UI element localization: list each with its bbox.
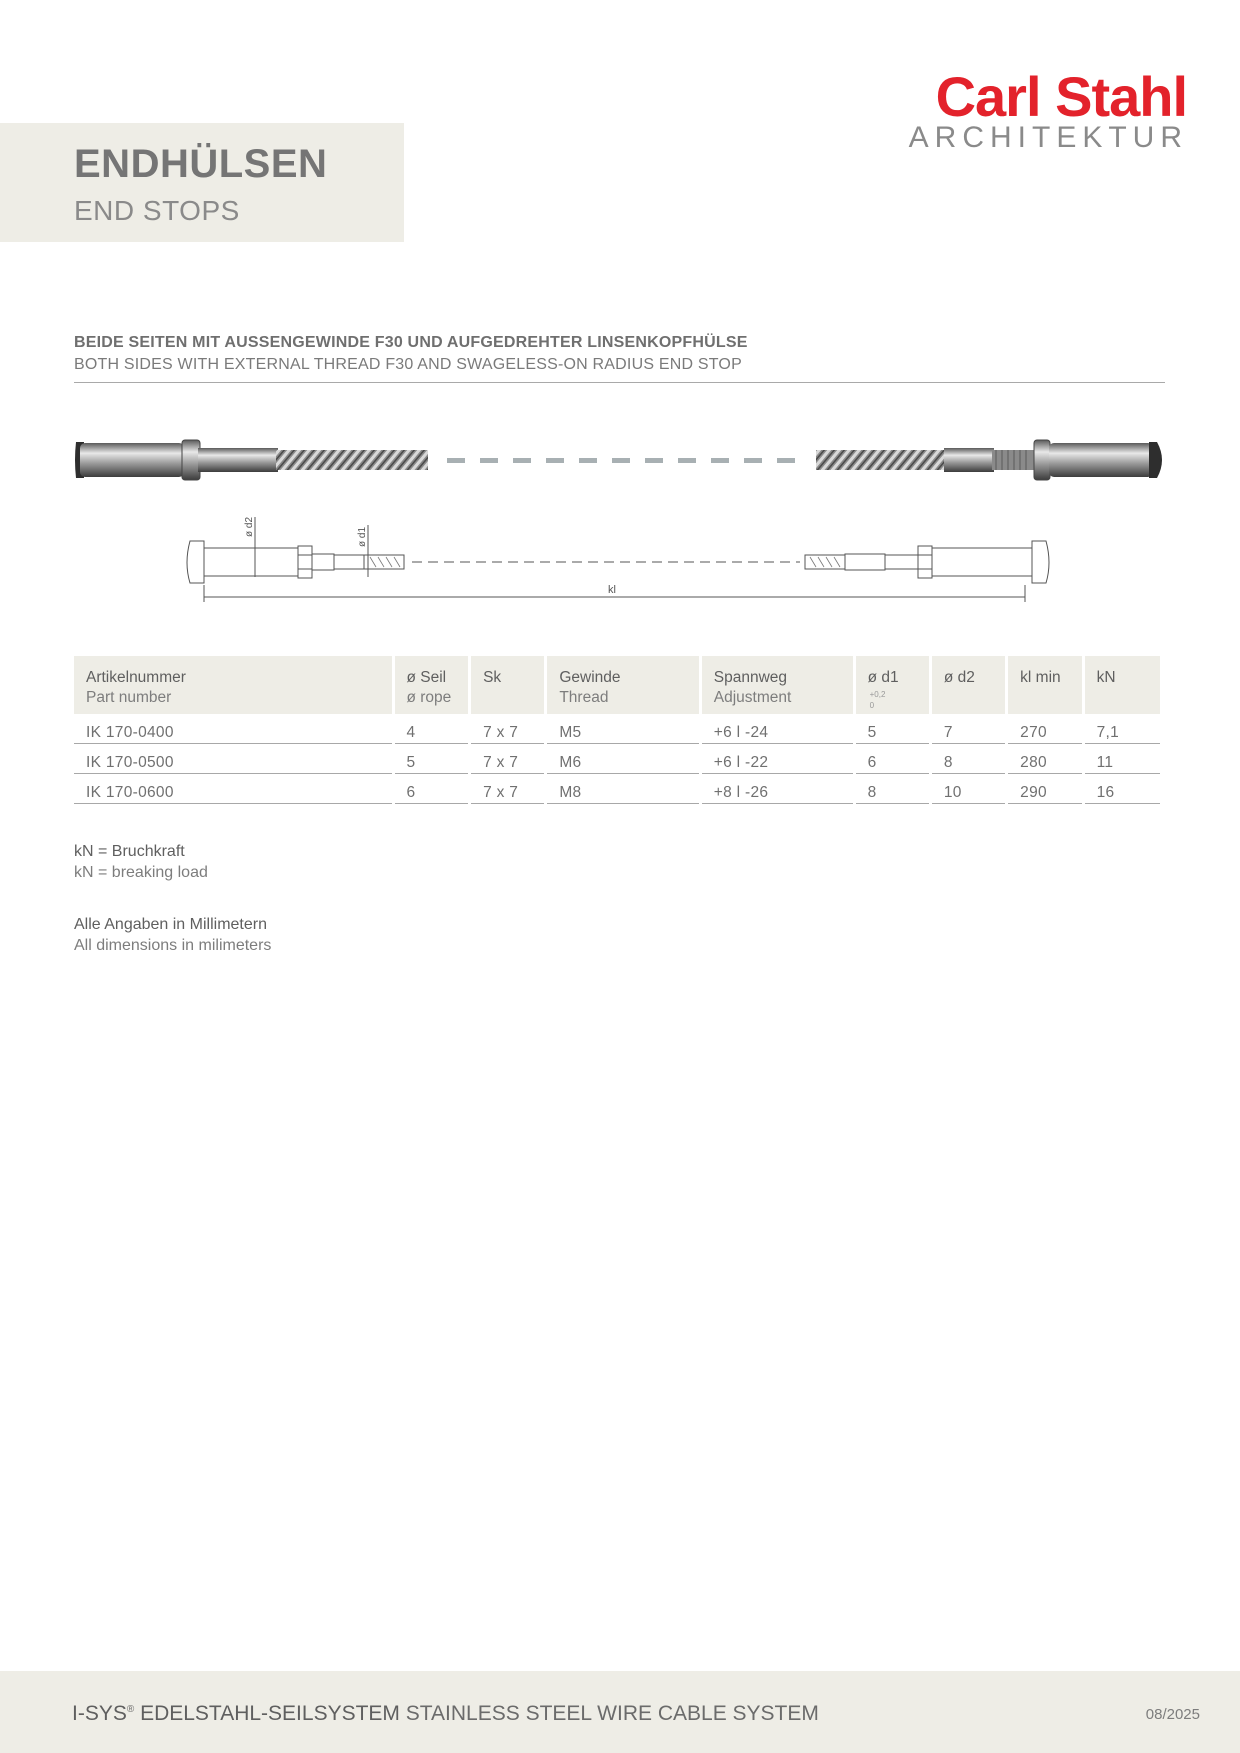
cell-part-number: IK 170-0400	[74, 714, 392, 744]
cell-adjustment: +6 l -22	[702, 744, 853, 774]
note-breaking-load	[74, 841, 208, 883]
cell-thread: M8	[547, 774, 698, 804]
cell-sk: 7 x 7	[471, 774, 544, 804]
col-kn: kN	[1085, 656, 1160, 714]
cell-kn: 11	[1085, 744, 1160, 774]
label-d1: ø d1	[357, 526, 368, 547]
page-subtitle: END STOPS	[74, 195, 240, 226]
footer-product-en: STAINLESS STEEL WIRE CABLE SYSTEM	[399, 1702, 819, 1725]
page-title: ENDHÜLSEN	[74, 142, 328, 186]
footer-product-line	[72, 1702, 819, 1726]
table-header-row	[74, 656, 1160, 714]
end-stop-product-image	[74, 430, 1167, 490]
section-heading-en: BOTH SIDES WITH EXTERNAL THREAD F30 AND SWAGELESS-ON RADIUS END STOP	[74, 356, 742, 373]
col-d1: ø d1 +0,2 0	[856, 656, 929, 714]
cell-kl-min: 290	[1008, 774, 1081, 804]
cell-d2: 10	[932, 774, 1005, 804]
brand-logo: Carl Stahl	[935, 65, 1187, 128]
table-row	[74, 774, 1160, 804]
section-divider	[74, 382, 1165, 383]
cell-adjustment: +8 l -26	[702, 774, 853, 804]
cell-kl-min: 280	[1008, 744, 1081, 774]
col-adjustment: Spannweg Adjustment	[702, 656, 853, 714]
label-d2: ø d2	[244, 516, 255, 537]
col-thread: Gewinde Thread	[547, 656, 698, 714]
footer-product-de: EDELSTAHL-SEILSYSTEM	[134, 1702, 400, 1725]
cell-thread: M6	[547, 744, 698, 774]
cell-part-number: IK 170-0600	[74, 774, 392, 804]
col-rope: ø Seil ø rope	[395, 656, 469, 714]
footer-registered-mark: ®	[126, 1704, 135, 1715]
col-d2: ø d2	[932, 656, 1005, 714]
note-en: kN = breaking load	[74, 864, 208, 881]
cell-d1: 6	[856, 744, 929, 774]
footer-brand: I-SYS	[72, 1702, 127, 1725]
brand-logo-subtitle: ARCHITEKTUR	[908, 121, 1188, 154]
note-dimensions	[74, 914, 271, 956]
note-de: kN = Bruchkraft	[74, 843, 185, 860]
col-part-number: Artikelnummer Part number	[74, 656, 392, 714]
note-de: Alle Angaben in Millimetern	[74, 916, 267, 933]
cell-part-number: IK 170-0500	[74, 744, 392, 774]
col-sk: Sk	[471, 656, 544, 714]
cell-thread: M5	[547, 714, 698, 744]
cell-rope: 4	[395, 714, 469, 744]
specification-table	[71, 656, 1163, 804]
cell-d1: 8	[856, 774, 929, 804]
cell-d2: 7	[932, 714, 1005, 744]
table-row	[74, 744, 1160, 774]
table-row	[74, 714, 1160, 744]
cell-kn: 16	[1085, 774, 1160, 804]
section-heading-de: BEIDE SEITEN MIT AUSSENGEWINDE F30 UND AUFGEDREHTER LINSENKOPFHÜLSE	[74, 334, 748, 351]
cell-sk: 7 x 7	[471, 744, 544, 774]
footer-date: 08/2025	[1145, 1706, 1200, 1723]
end-stop-technical-drawing	[180, 505, 1060, 610]
cell-kl-min: 270	[1008, 714, 1081, 744]
cell-adjustment: +6 l -24	[702, 714, 853, 744]
cell-d1: 5	[856, 714, 929, 744]
cell-rope: 6	[395, 774, 469, 804]
cell-rope: 5	[395, 744, 469, 774]
note-en: All dimensions in milimeters	[74, 937, 272, 954]
col-kl-min: kl min	[1008, 656, 1081, 714]
cell-sk: 7 x 7	[471, 714, 544, 744]
label-kl: kl	[608, 584, 616, 596]
cell-d2: 8	[932, 744, 1005, 774]
cell-kn: 7,1	[1085, 714, 1160, 744]
